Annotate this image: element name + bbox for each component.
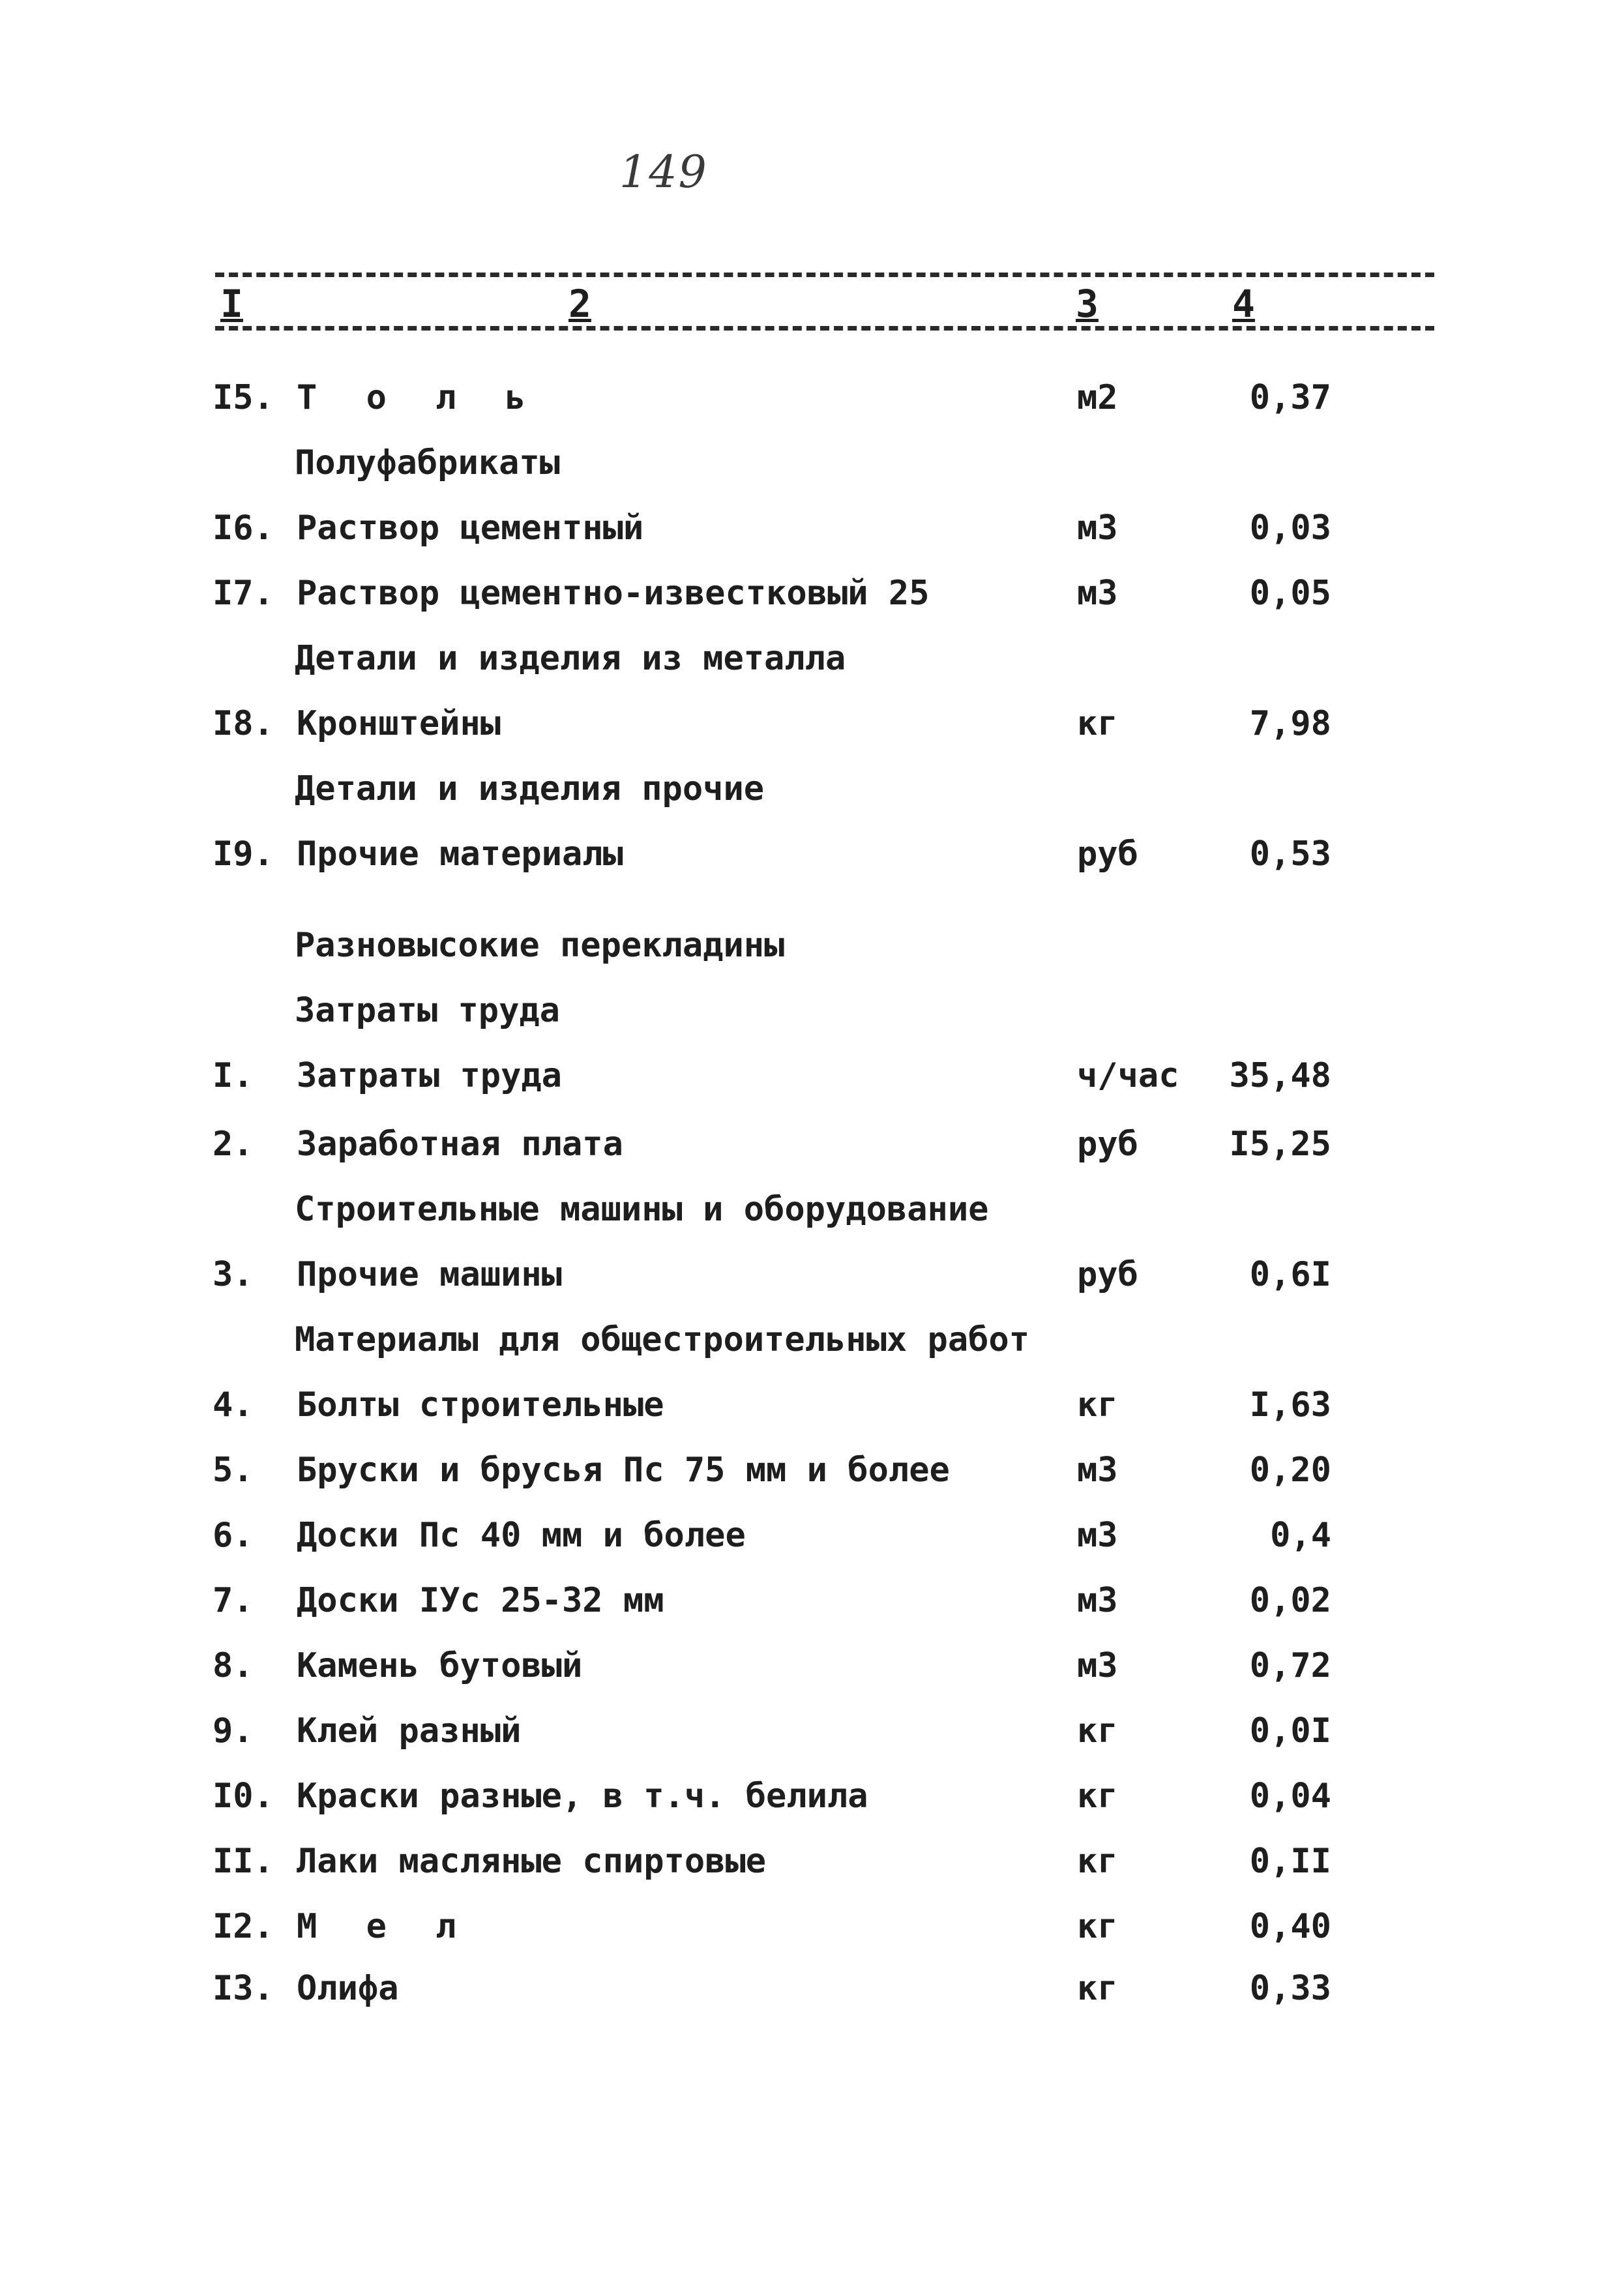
row-num: 5.: [213, 1451, 254, 1490]
row-qty: 7,98: [1249, 704, 1331, 743]
table-row: [0, 1777, 1624, 1835]
row-unit: руб: [1077, 1255, 1138, 1294]
section-heading: Затраты труда: [295, 991, 560, 1030]
row-name: Лаки масляные спиртовые: [297, 1842, 767, 1881]
row-num: 4.: [213, 1385, 254, 1425]
row-qty: 0,05: [1249, 574, 1331, 613]
table-row: [0, 1969, 1624, 2028]
row-name: Т о л ь: [297, 378, 540, 417]
row-num: I0.: [213, 1777, 274, 1816]
column-header-2: 2: [568, 282, 591, 326]
row-num: 3.: [213, 1255, 254, 1294]
row-qty: 0,03: [1249, 509, 1331, 548]
row-name: Кронштейны: [297, 704, 501, 743]
row-qty: 0,53: [1249, 835, 1331, 874]
row-name: Прочие машины: [297, 1255, 562, 1294]
row-num: I.: [213, 1056, 254, 1095]
column-header-1: I: [220, 282, 243, 326]
table-row: [0, 1842, 1624, 1900]
row-name: Раствор цементно-известковый 25: [297, 574, 930, 613]
row-name: Олифа: [297, 1969, 399, 2008]
table-row: [0, 509, 1624, 567]
row-num: 7.: [213, 1581, 254, 1620]
row-qty: 0,0I: [1249, 1711, 1331, 1751]
page-number: 149: [619, 147, 708, 198]
column-header-4: 4: [1232, 282, 1255, 326]
row-unit: руб: [1077, 835, 1138, 874]
row-unit: м3: [1077, 574, 1118, 613]
row-num: I9.: [213, 835, 274, 874]
table-row: [0, 704, 1624, 763]
row-num: I7.: [213, 574, 274, 613]
row-unit: м3: [1077, 1451, 1118, 1490]
row-unit: м3: [1077, 1581, 1118, 1620]
row-qty: 0,02: [1249, 1581, 1331, 1620]
row-unit: руб: [1077, 1125, 1138, 1164]
row-num: I6.: [213, 509, 274, 548]
row-num: 8.: [213, 1646, 254, 1685]
row-unit: м3: [1077, 1516, 1118, 1555]
row-unit: кг: [1077, 1385, 1118, 1425]
row-unit: кг: [1077, 704, 1118, 743]
table-row: [0, 378, 1624, 437]
section-heading: Разновысокие перекладины: [295, 926, 785, 965]
row-name: Клей разный: [297, 1711, 522, 1751]
row-unit: кг: [1077, 1711, 1118, 1751]
row-unit: м2: [1077, 378, 1118, 417]
section-heading: Полуфабрикаты: [295, 443, 560, 482]
row-num: 2.: [213, 1125, 254, 1164]
row-qty: 0,6I: [1249, 1255, 1331, 1294]
section-heading: Детали и изделия прочие: [295, 769, 765, 808]
row-unit: кг: [1077, 1842, 1118, 1881]
row-unit: кг: [1077, 1777, 1118, 1816]
row-num: I3.: [213, 1969, 274, 2008]
row-name: Раствор цементный: [297, 509, 644, 548]
row-num: I2.: [213, 1907, 274, 1946]
row-qty: 0,33: [1249, 1969, 1331, 2008]
table-row: [0, 1581, 1624, 1640]
row-qty: 0,40: [1249, 1907, 1331, 1946]
row-qty: 0,20: [1249, 1451, 1331, 1490]
row-unit: ч/час: [1077, 1056, 1179, 1095]
row-name: Болты строительные: [297, 1385, 664, 1425]
row-qty: 0,04: [1249, 1777, 1331, 1816]
row-unit: кг: [1077, 1907, 1118, 1946]
table-row: [0, 1451, 1624, 1509]
row-qty: 0,37: [1249, 378, 1331, 417]
row-qty: I,63: [1249, 1385, 1331, 1425]
table-row: [0, 1516, 1624, 1574]
table-row: [0, 1255, 1624, 1314]
section-heading: Строительные машины и оборудование: [295, 1190, 989, 1229]
row-name: Затраты труда: [297, 1056, 562, 1095]
table-row: [0, 574, 1624, 632]
row-unit: м3: [1077, 1646, 1118, 1685]
row-num: II.: [213, 1842, 274, 1881]
row-num: I8.: [213, 704, 274, 743]
row-unit: кг: [1077, 1969, 1118, 2008]
table-row: [0, 1907, 1624, 1966]
table-row: [0, 835, 1624, 893]
row-num: I5.: [213, 378, 274, 417]
column-header-3: 3: [1076, 282, 1099, 326]
table-row: [0, 1385, 1624, 1444]
row-name: Прочие материалы: [297, 835, 623, 874]
table-row: [0, 1646, 1624, 1705]
table-row: [0, 1711, 1624, 1770]
row-name: М е л: [297, 1907, 471, 1946]
row-name: Бруски и брусья Пс 75 мм и более: [297, 1451, 950, 1490]
row-name: Камень бутовый: [297, 1646, 583, 1685]
section-heading: Материалы для общестроительных работ: [295, 1320, 1030, 1359]
header-top-rule: [215, 273, 1434, 277]
row-num: 9.: [213, 1711, 254, 1751]
row-name: Краски разные, в т.ч. белила: [297, 1777, 868, 1816]
row-qty: 0,4: [1270, 1516, 1331, 1555]
section-heading: Детали и изделия из металла: [295, 639, 846, 678]
row-name: Доски Пс 40 мм и более: [297, 1516, 746, 1555]
row-qty: I5,25: [1229, 1125, 1331, 1164]
row-qty: 0,72: [1249, 1646, 1331, 1685]
row-name: Доски IУс 25-32 мм: [297, 1581, 664, 1620]
row-qty: 0,II: [1249, 1842, 1331, 1881]
table-row: [0, 1056, 1624, 1115]
row-unit: м3: [1077, 509, 1118, 548]
row-qty: 35,48: [1229, 1056, 1331, 1095]
row-name: Заработная плата: [297, 1125, 623, 1164]
column-header-row: [0, 282, 1624, 334]
row-num: 6.: [213, 1516, 254, 1555]
table-row: [0, 1125, 1624, 1183]
